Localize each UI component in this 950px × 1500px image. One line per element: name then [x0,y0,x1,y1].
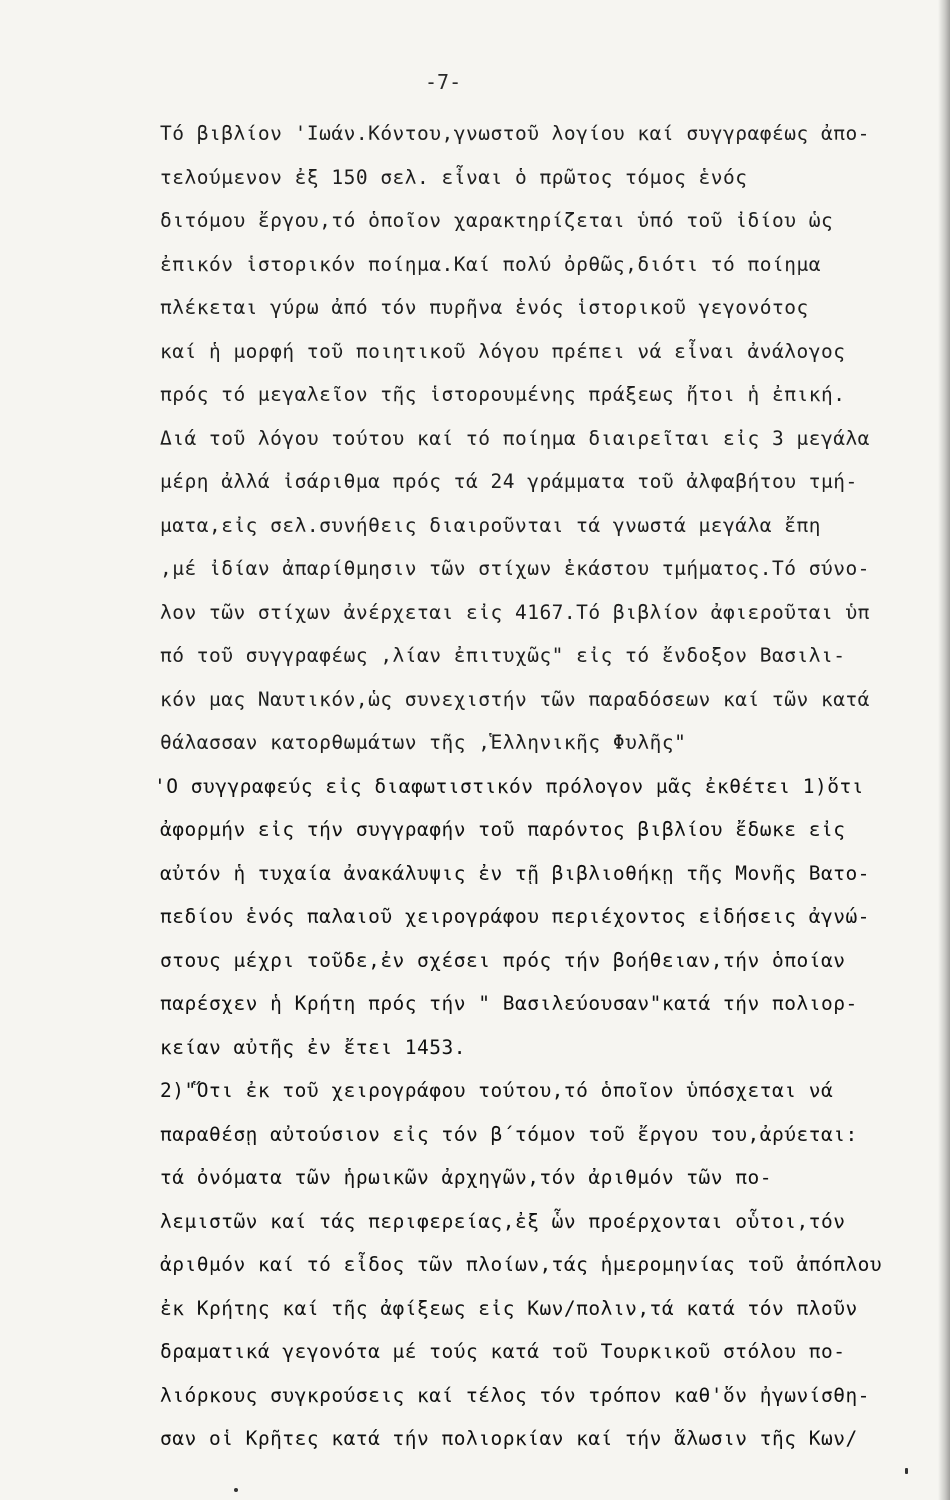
text-line: παραθέσῃ αὐτούσιον εἰς τόν β΄τόμον τοῦ ἔργου του,ἀρύεται: [160,1122,858,1146]
text-line: αὐτόν ἡ τυχαία ἀνακάλυψις ἐν τῇ βιβλιοθήκῃ τῆς Μονῆς Βατο- [160,861,870,885]
text-line: πεδίου ἑνός παλαιοῦ χειρογράφου περιέχοντος εἰδήσεις ἀγνώ- [160,905,870,928]
text-line: μέρη ἀλλά ἰσάριθμα πρός τά 24 γράμματα τοῦ ἀλφαβήτου τμή- [160,470,858,493]
text-line: πό τοῦ συγγραφέως ,λίαν ἐπιτυχῶς" εἰς τό ἔνδοξον Βασιλι- [160,644,846,667]
text-line: λιόρκους συγκρούσεις καί τέλος τόν τρόπον καθ'ὅν ἠγωνίσθη- [160,1383,870,1407]
text-line: στους μέχρι τοῦδε,ἐν σχέσει πρός τήν βοήθειαν,τήν ὁποίαν [160,948,846,972]
text-line: ἀριθμόν καί τό εἶδος τῶν πλοίων,τάς ἡμερομηνίας τοῦ ἀπόπλου [160,1253,883,1276]
text-line: πρός τό μεγαλεῖον τῆς ἱστορουμένης πράξεως ἤτοι ἡ ἐπική. [160,383,846,406]
text-line: 'Ο συγγραφεύς εἰς διαφωτιστικόν πρόλογον μᾶς ἐκθέτει 1)ὅτι [154,774,864,798]
text-line: κείαν αὐτῆς ἐν ἔτει 1453. [160,1035,466,1059]
text-line: τελούμενον ἐξ 150 σελ. εἶναι ὁ πρῶτος τόμος ἑνός [160,165,748,189]
text-line: θάλασσαν κατορθωμάτων τῆς ,Ἑλληνικῆς Φυλῆς" [160,731,687,754]
text-line: πλέκεται γύρω ἀπό τόν πυρῆνα ἑνός ἱστορικοῦ γεγονότος [160,296,809,319]
text-line: Διά τοῦ λόγου τούτου καί τό ποίημα διαιρεῖται εἰς 3 μεγάλα [160,426,870,450]
text-line: ,μέ ἰδίαν ἀπαρίθμησιν τῶν στίχων ἑκάστου τμήματος.Τό σύνο- [160,557,870,580]
text-line: ἐπικόν ἱστορικόν ποίημα.Καί πολύ ὀρθῶς,διότι τό ποίημα [160,252,821,276]
text-line: λον τῶν στίχων ἀνέρχεται εἰς 4167.Τό βιβλίον ἀφιεροῦται ὑπ [160,600,870,624]
text-line: λεμιστῶν καί τάς περιφερείας,ἐξ ὧν προέρχονται οὗτοι,τόν [160,1209,846,1233]
text-line: σαν οἱ Κρῆτες κατά τήν πολιορκίαν καί τήν ἅλωσιν τῆς Κων/ [160,1427,858,1450]
text-line: ματα,εἰς σελ.συνήθεις διαιροῦνται τά γνωστά μεγάλα ἔπη [160,513,821,537]
text-line: ἀφορμήν εἰς τήν συγγραφήν τοῦ παρόντος βιβλίου ἔδωκε εἰς [160,818,846,841]
text-line: Τό βιβλίον 'Ιωάν.Κόντου,γνωστοῦ λογίου καί συγγραφέως ἀπο- [160,122,870,145]
ink-speck [905,1468,908,1474]
ink-speck [234,1488,238,1492]
text-line: ἐκ Κρήτης καί τῆς ἀφίξεως εἰς Κων/πολιν,τά κατά τόν πλοῦν [160,1296,858,1320]
text-line: καί ἡ μορφή τοῦ ποιητικοῦ λόγου πρέπει νά εἶναι ἀνάλογος [160,339,846,363]
text-line: τά ὀνόματα τῶν ἡρωικῶν ἀρχηγῶν,τόν ἀριθμόν τῶν πο- [160,1166,772,1189]
text-line: δραματικά γεγονότα μέ τούς κατά τοῦ Τουρκικοῦ στόλου πο- [160,1340,846,1363]
text-line: 2)"Ὅτι ἐκ τοῦ χειρογράφου τούτου,τό ὁποῖον ὑπόσχεται νά [160,1079,834,1102]
text-line: διτόμου ἔργου,τό ὁποῖον χαρακτηρίζεται ὑπό τοῦ ἰδίου ὡς [160,209,834,232]
text-line: κόν μας Ναυτικόν,ὡς συνεχιστήν τῶν παραδόσεων καί τῶν κατά [160,687,870,711]
page-number: -7- [425,70,462,94]
text-line: παρέσχεν ἡ Κρήτη πρός τήν " Βασιλεύουσαν"κατά τήν πολιορ- [160,992,858,1015]
typewritten-text-body [154,112,940,1461]
